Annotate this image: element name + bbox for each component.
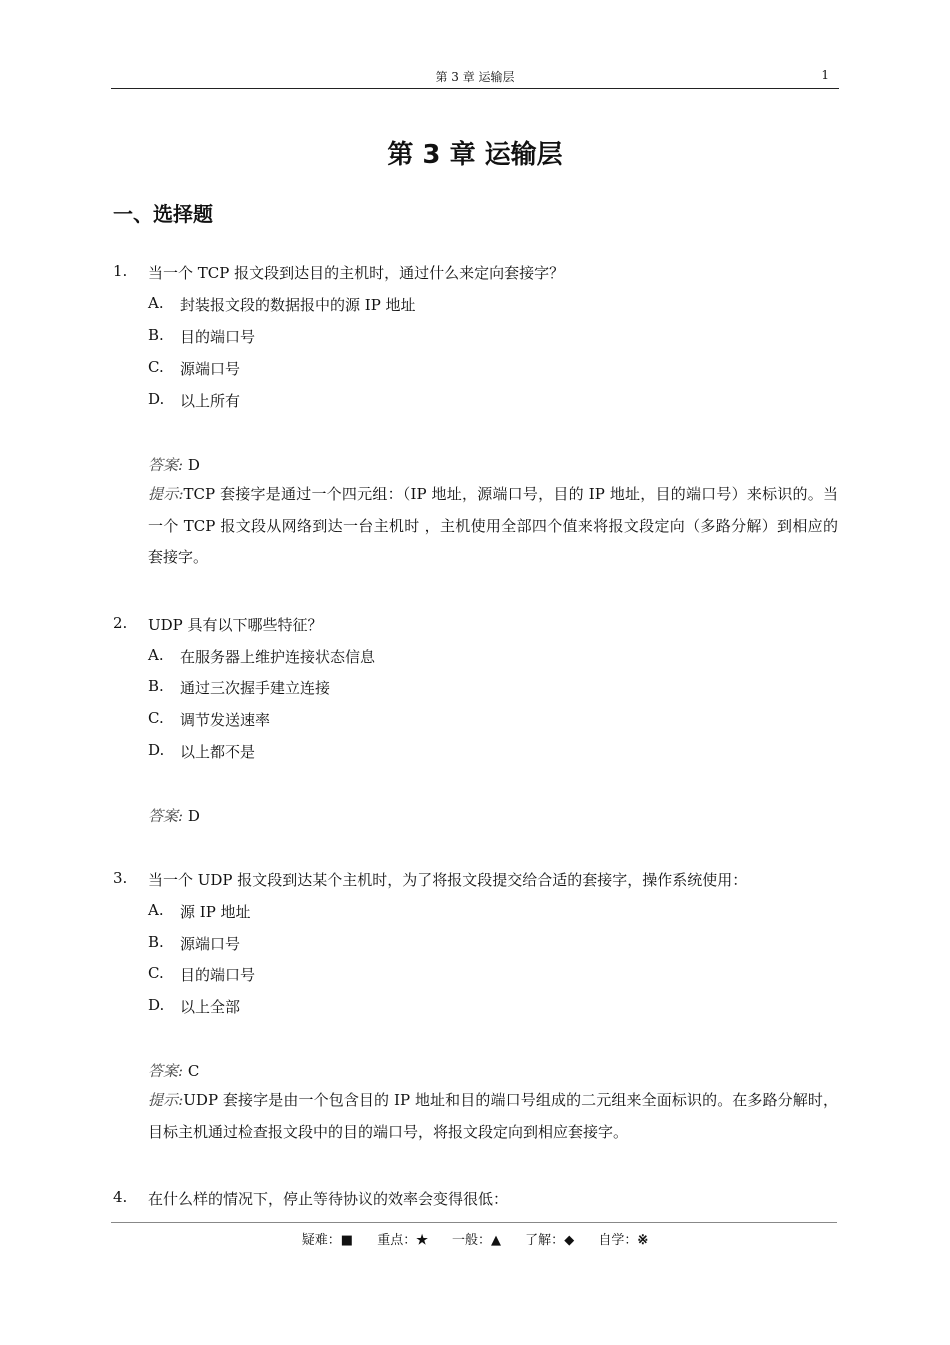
answer-line [148, 805, 200, 826]
option-text: 目的端口号 [180, 966, 256, 984]
option-text: 封装报文段的数据报中的源 IP 地址 [180, 296, 416, 314]
option-letter: C. [148, 358, 164, 376]
option-text: 源 IP 地址 [180, 903, 251, 921]
question-number: 3. [113, 869, 128, 887]
answer-value: D [187, 456, 200, 474]
option-letter: D. [148, 741, 165, 759]
option-letter: B. [148, 326, 164, 344]
answer-label: 答案: [148, 1062, 184, 1080]
legend-item-key [377, 1233, 428, 1248]
question-number: 1. [113, 262, 128, 280]
answer-value: D [187, 807, 200, 825]
header-title: 第 3 章 运输层 [435, 70, 515, 84]
option-text: 源端口号 [180, 935, 241, 953]
question-text: UDP 具有以下哪些特征？ [148, 616, 323, 634]
option-text: 以上都不是 [180, 743, 256, 761]
question-text: 在什么样的情况下，停止等待协议的效率会变得很低： [148, 1190, 509, 1208]
reference-mark-icon: ※ [637, 1233, 649, 1248]
legend-label: 重点： [377, 1233, 417, 1248]
hint-paragraph [148, 479, 838, 574]
hint-label: 提示: [148, 485, 184, 503]
option-text: 以上所有 [180, 392, 241, 410]
option-letter: B. [148, 677, 164, 695]
hint-text: UDP 套接字是由一个包含目的 IP 地址和目的端口号组成的二元组来全面标识的。在多路分解时，目标主机通过检查报文段中的目的端口号，将报文段定向到相应套接字。 [148, 1091, 838, 1141]
option-text: 以上全部 [180, 998, 241, 1016]
option-text: 调节发送速率 [180, 711, 271, 729]
option-letter: D. [148, 996, 165, 1014]
question-text: 当一个 TCP 报文段到达目的主机时，通过什么来定向套接字？ [148, 264, 565, 282]
hint-label: 提示: [148, 1091, 184, 1109]
answer-label: 答案: [148, 807, 184, 825]
question-number: 2. [113, 614, 128, 632]
option-text: 在服务器上维护连接状态信息 [180, 648, 376, 666]
legend-label: 一般： [452, 1233, 492, 1248]
option-letter: D. [148, 390, 165, 408]
answer-label: 答案: [148, 456, 184, 474]
footer-legend [0, 1229, 950, 1248]
question-text: 当一个 UDP 报文段到达某个主机时，为了将报文段提交给合适的套接字，操作系统使用： [148, 871, 748, 889]
answer-line [148, 454, 200, 475]
option-text: 通过三次握手建立连接 [180, 679, 331, 697]
answer-value: C [187, 1062, 200, 1080]
section-title: 一、选择题 [113, 202, 213, 226]
page-number: 1 [821, 68, 829, 82]
star-icon: ★ [416, 1233, 428, 1248]
footer-rule [111, 1222, 837, 1223]
option-letter: C. [148, 709, 164, 727]
legend-item-understand [525, 1233, 574, 1248]
legend-label: 了解： [525, 1233, 565, 1248]
option-letter: B. [148, 933, 164, 951]
square-icon: ■ [340, 1233, 354, 1248]
option-letter: A. [148, 901, 164, 919]
option-letter: A. [148, 646, 164, 664]
triangle-icon: ▲ [491, 1233, 502, 1248]
option-text: 源端口号 [180, 360, 241, 378]
option-letter: A. [148, 294, 164, 312]
legend-label: 自学： [598, 1233, 638, 1248]
legend-item-general [452, 1233, 501, 1248]
legend-item-self-study [598, 1233, 648, 1248]
legend-label: 疑难： [301, 1233, 341, 1248]
chapter-title: 第 3 章 运输层 [387, 140, 563, 170]
legend-item-difficult [302, 1233, 353, 1248]
hint-paragraph [148, 1085, 838, 1148]
page-header [111, 66, 839, 89]
hint-text: TCP 套接字是通过一个四元组：（IP 地址，源端口号，目的 IP 地址，目的端口号）来标识的。当一个 TCP 报文段从网络到达一台主机时 ，主机使用全部四个值来将报文段定向（多路分解）到相应的套接字。 [148, 485, 838, 566]
option-text: 目的端口号 [180, 328, 256, 346]
question-number: 4. [113, 1188, 128, 1206]
diamond-icon: ◆ [564, 1233, 575, 1248]
option-letter: C. [148, 964, 164, 982]
answer-line [148, 1060, 199, 1081]
